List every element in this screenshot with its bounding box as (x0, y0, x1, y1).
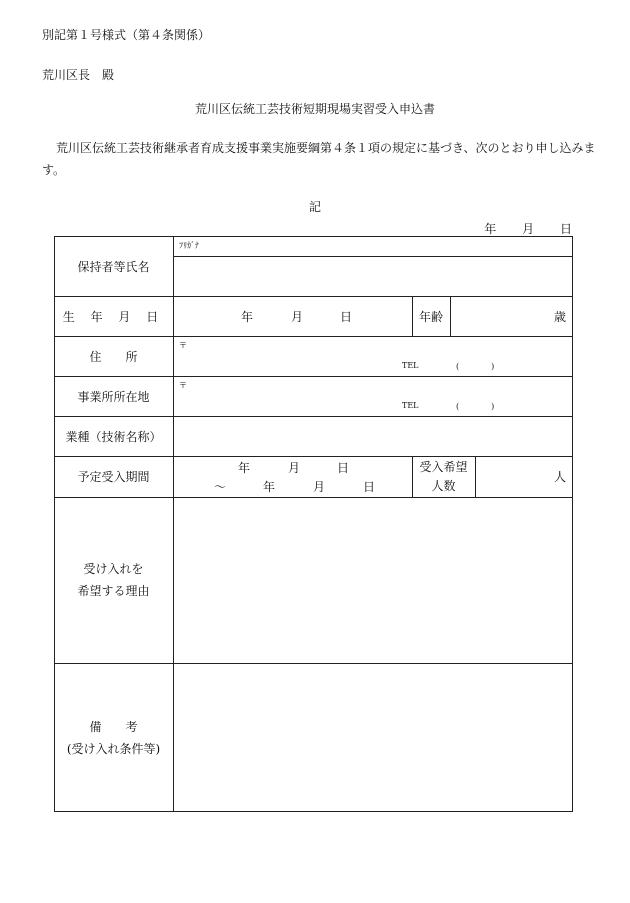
period-to-day: 日 (363, 480, 376, 494)
birthdate-label: 生 年 月 日 (62, 309, 165, 324)
period-to-month: 月 (313, 480, 326, 494)
name-field[interactable] (174, 257, 572, 295)
remarks-field[interactable] (174, 664, 572, 811)
count-field[interactable] (476, 457, 572, 496)
count-unit: 人 (553, 470, 566, 484)
date-day: 日 (559, 222, 572, 236)
age-label: 年齢 (418, 309, 443, 324)
period-from-year: 年 (238, 461, 251, 475)
addressee: 荒川区長 殿 (42, 68, 115, 82)
reason-label-line2: 希望する理由 (77, 584, 150, 598)
period-to-year: 年 (263, 480, 276, 494)
count-label (412, 456, 475, 497)
period-field[interactable] (174, 457, 411, 496)
body-text: 荒川区伝統工芸技術継承者育成支援事業実施要綱第４条１項の規定に基づき、次のとおり申し込みます。 (42, 141, 596, 177)
furigana-label: ﾌﾘｶﾞﾅ (179, 241, 199, 250)
count-label-line2: 人数 (431, 478, 456, 493)
address-field[interactable] (174, 337, 572, 375)
period-label: 予定受入期間 (77, 470, 150, 484)
document-title: 荒川区伝統工芸技術短期現場実習受入申込書 (194, 102, 435, 116)
date-month: 月 (522, 222, 535, 236)
age-field[interactable] (451, 297, 572, 335)
office-label: 事業所所在地 (77, 389, 150, 404)
address-postal-mark: 〒 (179, 341, 187, 350)
ki-heading: 記 (308, 200, 321, 214)
period-from-day: 日 (337, 461, 350, 475)
office-postal-mark: 〒 (179, 381, 187, 390)
address-tel-label: TEL (402, 361, 419, 370)
reason-field[interactable] (174, 498, 572, 662)
remarks-label-line2: (受け入れ条件等) (66, 741, 161, 756)
form-number: 別記第１号様式（第４条関係） (42, 28, 211, 42)
reason-label (54, 497, 173, 663)
office-tel-label: TEL (402, 401, 419, 410)
name-label: 保持者等氏名 (77, 259, 150, 274)
date-year: 年 (484, 222, 497, 236)
remarks-label-line1: 備 考 (89, 719, 138, 734)
application-date[interactable] (462, 220, 572, 237)
office-tel-paren: ( ) (456, 402, 495, 411)
age-unit: 歳 (553, 310, 566, 324)
count-label-line1: 受入希望 (419, 459, 468, 474)
birth-month: 月 (291, 310, 304, 324)
reason-label-line1: 受け入れを (83, 562, 144, 576)
birth-year: 年 (241, 310, 254, 324)
address-label: 住 所 (89, 349, 138, 364)
period-from-month: 月 (288, 461, 301, 475)
industry-field[interactable] (174, 417, 572, 455)
furigana-field[interactable] (174, 237, 572, 256)
office-address-field[interactable] (174, 377, 572, 415)
birthdate-field[interactable] (174, 297, 411, 335)
period-tilde: ～ (214, 480, 227, 494)
industry-label: 業種（技術名称） (65, 429, 162, 444)
address-tel-paren: ( ) (456, 362, 495, 371)
birth-day: 日 (340, 310, 353, 324)
remarks-label (54, 663, 173, 812)
